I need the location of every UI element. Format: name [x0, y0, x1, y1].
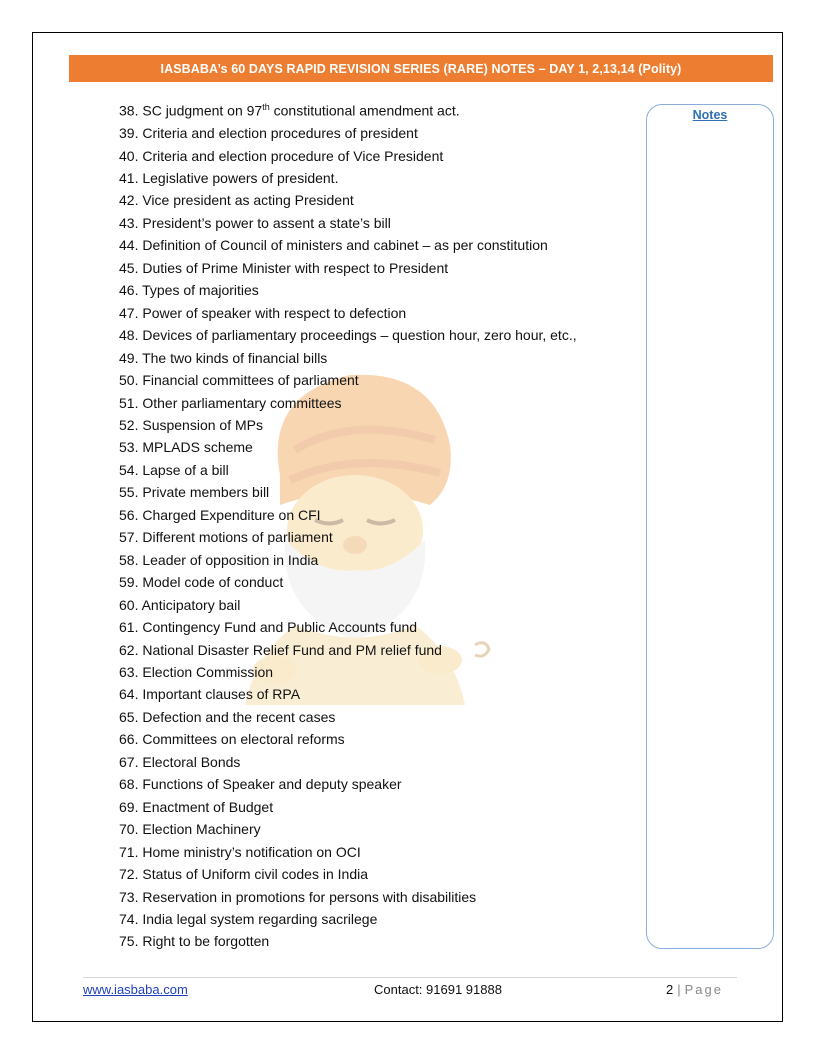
topic-text: 40. Criteria and election procedure of Vice President: [119, 147, 444, 164]
footer-divider: [83, 977, 737, 978]
topic-text: 45. Duties of Prime Minister with respect to President: [119, 259, 449, 276]
topic-item: [119, 796, 577, 818]
topic-item: [119, 773, 577, 795]
topic-item: [119, 96, 577, 122]
topic-item: [119, 504, 577, 526]
topic-item: [119, 526, 577, 548]
topic-item: [119, 347, 577, 369]
topic-item: [119, 436, 577, 458]
notes-title: Notes: [692, 108, 728, 122]
topic-text: 44. Definition of Council of ministers and cabinet – as per constitution: [119, 237, 548, 254]
topic-item: [119, 324, 577, 346]
topic-item: [119, 212, 577, 234]
topic-text: 60. Anticipatory bail: [119, 596, 241, 613]
topic-text: 53. MPLADS scheme: [119, 439, 253, 456]
topic-item: [119, 189, 577, 211]
topic-item: [119, 616, 577, 638]
topic-text: 39. Criteria and election procedures of president: [119, 125, 418, 142]
topic-item: [119, 863, 577, 885]
topic-text: 58. Leader of opposition in India: [119, 551, 319, 568]
topic-text: 46. Types of majorities: [119, 282, 259, 299]
topic-item: [119, 302, 577, 324]
topic-item: [119, 728, 577, 750]
topic-text: 41. Legislative powers of president.: [119, 170, 339, 187]
header-banner: [69, 55, 773, 82]
page-number: 2: [666, 982, 674, 997]
topic-item: [119, 661, 577, 683]
topic-text: 57. Different motions of parliament: [119, 529, 333, 546]
header-title: IASBABA’s 60 DAYS RAPID REVISION SERIES (RARE) NOTES – DAY 1, 2,13,14 (Polity): [160, 61, 682, 76]
topic-text: 43. President’s power to assent a state’s bill: [119, 214, 391, 231]
topic-text: 47. Power of speaker with respect to defection: [119, 304, 407, 321]
topic-text: 69. Enactment of Budget: [119, 798, 274, 815]
topic-item: [119, 145, 577, 167]
topic-item: [119, 908, 577, 930]
topic-text: 54. Lapse of a bill: [119, 461, 229, 478]
topic-text: 67. Electoral Bonds: [119, 753, 241, 770]
topic-item: [119, 414, 577, 436]
topic-text: 75. Right to be forgotten: [119, 933, 270, 950]
notes-box: [646, 104, 774, 949]
topic-text-continued: constitutional amendment act.: [269, 102, 460, 119]
topic-text: 63. Election Commission: [119, 663, 274, 680]
topic-text: 49. The two kinds of financial bills: [119, 349, 328, 366]
topic-text: 59. Model code of conduct: [119, 574, 284, 591]
topic-text: 64. Important clauses of RPA: [119, 686, 301, 703]
footer-website-link[interactable]: www.iasbaba.com: [83, 982, 188, 997]
topic-item: [119, 594, 577, 616]
topic-item: [119, 481, 577, 503]
topic-text: 66. Committees on electoral reforms: [119, 731, 345, 748]
topic-item: [119, 369, 577, 391]
footer-page-number: [666, 982, 723, 997]
topic-text: 38. SC judgment on 97: [119, 102, 263, 119]
topic-text: 72. Status of Uniform civil codes in India: [119, 866, 369, 883]
topic-text: 52. Suspension of MPs: [119, 417, 263, 433]
topic-item: [119, 279, 577, 301]
topic-item: [119, 841, 577, 863]
topic-text: 42. Vice president as acting President: [119, 192, 354, 209]
topic-text: 51. Other parliamentary committees: [119, 394, 342, 411]
topic-text: 71. Home ministry’s notification on OCI: [119, 843, 361, 860]
topic-text: 74. India legal system regarding sacrilege: [119, 910, 378, 927]
topic-text: 68. Functions of Speaker and deputy speaker: [119, 776, 402, 793]
topic-list: [119, 96, 577, 953]
topic-text: 65. Defection and the recent cases: [119, 708, 336, 725]
footer-contact: Contact: 91691 91888: [374, 982, 502, 997]
topic-item: [119, 751, 577, 773]
topic-item: [119, 886, 577, 908]
topic-item: [119, 706, 577, 728]
topic-item: [119, 549, 577, 571]
topic-item: [119, 683, 577, 705]
topic-text: 70. Election Machinery: [119, 821, 261, 838]
topic-text: 55. Private members bill: [119, 484, 270, 501]
topic-text: 56. Charged Expenditure on CFI: [119, 506, 321, 523]
topic-item: [119, 257, 577, 279]
topic-text: 73. Reservation in promotions for persons with disabilities: [119, 888, 477, 905]
topic-item: [119, 459, 577, 481]
topic-text: 62. National Disaster Relief Fund and PM relief fund: [119, 641, 442, 658]
page-separator: |: [677, 982, 681, 997]
topic-item: [119, 930, 577, 952]
topic-item: [119, 234, 577, 256]
page-label: Page: [684, 982, 723, 997]
topic-item: [119, 167, 577, 189]
topic-item: [119, 392, 577, 414]
topic-item: [119, 639, 577, 661]
topic-superscript: th: [262, 102, 270, 112]
topic-text: 50. Financial committees of parliament: [119, 372, 359, 389]
topic-item: [119, 571, 577, 593]
topic-item: [119, 122, 577, 144]
topic-item: [119, 818, 577, 840]
topic-text: 48. Devices of parliamentary proceedings – question hour, zero hour, etc.,: [119, 327, 577, 344]
topic-text: 61. Contingency Fund and Public Accounts fund: [119, 619, 418, 636]
